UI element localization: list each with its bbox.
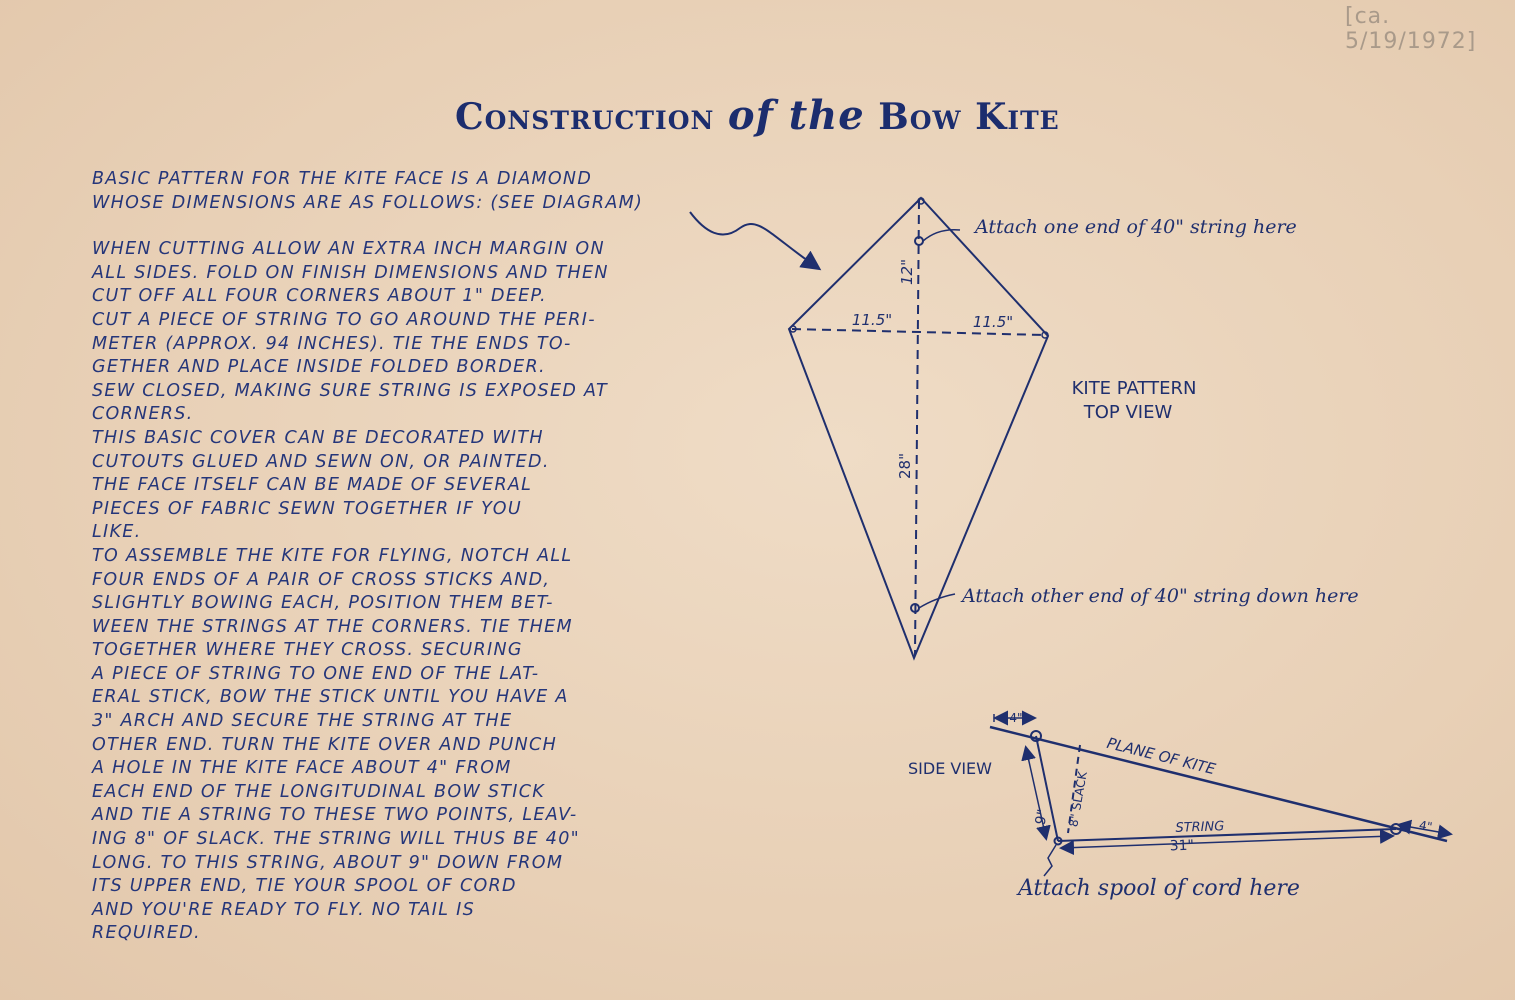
instruction-line: 3" ARCH AND SECURE THE STRING AT THE [92,711,513,732]
dim-11-5-left-label: 11.5" [851,311,893,329]
instruction-line: SLIGHTLY BOWING EACH, POSITION THEM BET- [92,593,554,614]
instruction-line: CORNERS. [92,404,194,425]
note-attach-bottom: Attach other end of 40" string down here [962,585,1359,607]
dim-4-left-label: 4" [1009,711,1023,725]
instruction-line: OTHER END. TURN THE KITE OVER AND PUNCH [92,734,558,755]
plane-of-kite-label: PLANE OF KITE [1105,733,1218,779]
instruction-line: EACH END OF THE LONGITUDINAL BOW STICK [92,781,546,802]
instruction-line: CUTOUTS GLUED AND SEWN ON, OR PAINTED. [92,451,550,472]
instruction-line: LONG. TO THIS STRING, ABOUT 9" DOWN FROM [92,852,564,873]
string-label: STRING [1175,819,1225,836]
instruction-line: THE FACE ITSELF CAN BE MADE OF SEVERAL [92,475,533,496]
pointer-arrow [690,212,818,268]
instruction-line: WEEN THE STRINGS AT THE CORNERS. TIE THEM [92,616,573,637]
note-spool: Attach spool of cord here [1018,876,1300,901]
instruction-line: SEW CLOSED, MAKING SURE STRING IS EXPOSED AT [92,380,608,401]
title-part-construction: Construction [455,96,715,138]
dim-8-slack-label: 8" SLACK [1066,770,1090,828]
note-attach-top: Attach one end of 40" string here [975,216,1297,238]
instruction-line: A PIECE OF STRING TO ONE END OF THE LAT- [92,663,540,684]
instruction-line: METER (APPROX. 94 INCHES). TIE THE ENDS TO- [92,333,572,354]
dim-4-right-label: 4" [1418,818,1434,835]
title-part-of-the: of the [727,92,865,139]
string-line-bottom [1058,829,1396,841]
dim-12-label: 12" [898,259,916,285]
spool-leader [1044,845,1056,876]
instruction-line: ITS UPPER END, TIE YOUR SPOOL OF CORD [92,876,517,897]
dim-28-label: 28" [896,453,914,479]
side-view-label: SIDE VIEW [908,759,992,778]
instruction-line: AND YOU'RE READY TO FLY. NO TAIL IS [92,899,476,920]
instruction-line: CUT OFF ALL FOUR CORNERS ABOUT 1" DEEP. [92,286,547,307]
dim-31-label: 31" [1169,837,1195,855]
top-view-label: TOP VIEW [1083,402,1173,423]
instruction-line: ERAL STICK, BOW THE STICK UNTIL YOU HAVE A [92,687,569,708]
kite-side-view [990,714,1450,876]
instruction-line: WHEN CUTTING ALLOW AN EXTRA INCH MARGIN ON [92,239,605,260]
instruction-line: REQUIRED. [92,923,201,944]
instruction-line: LIKE. [92,522,142,543]
instruction-line: GETHER AND PLACE INSIDE FOLDED BORDER. [92,357,546,378]
instruction-line: WHOSE DIMENSIONS ARE AS FOLLOWS: (SEE DIAGRAM) [92,192,644,213]
instruction-line: BASIC PATTERN FOR THE KITE FACE IS A DIAMOND [92,169,593,189]
instruction-line: AND TIE A STRING TO THESE TWO POINTS, LEAV- [92,805,578,826]
instruction-line: PIECES OF FABRIC SEWN TOGETHER IF YOU [92,498,522,519]
dim-11-5-right-label: 11.5" [972,313,1014,331]
title-part-bow-kite: Bow Kite [878,96,1060,138]
instruction-line: FOUR ENDS OF A PAIR OF CROSS STICKS AND, [92,569,551,590]
instruction-line: ING 8" OF SLACK. THE STRING WILL THUS BE 40" [92,829,580,850]
dim-9-label: 9" [1032,807,1052,827]
instruction-line: TOGETHER WHERE THEY CROSS. SECURING [92,640,523,661]
instruction-line: TO ASSEMBLE THE KITE FOR FLYING, NOTCH ALL [92,545,573,566]
instruction-line: ALL SIDES. FOLD ON FINISH DIMENSIONS AND THEN [92,262,609,283]
dim-31-arrow [1062,836,1392,848]
instruction-line: THIS BASIC COVER CAN BE DECORATED WITH [92,427,544,448]
instruction-line: CUT A PIECE OF STRING TO GO AROUND THE PERI- [92,309,596,330]
kite-pattern-label: KITE PATTERN [1071,378,1197,399]
date-annotation: [ca. 5/19/1972] [1345,4,1477,54]
instruction-line: A HOLE IN THE KITE FACE ABOUT 4" FROM [92,758,512,779]
